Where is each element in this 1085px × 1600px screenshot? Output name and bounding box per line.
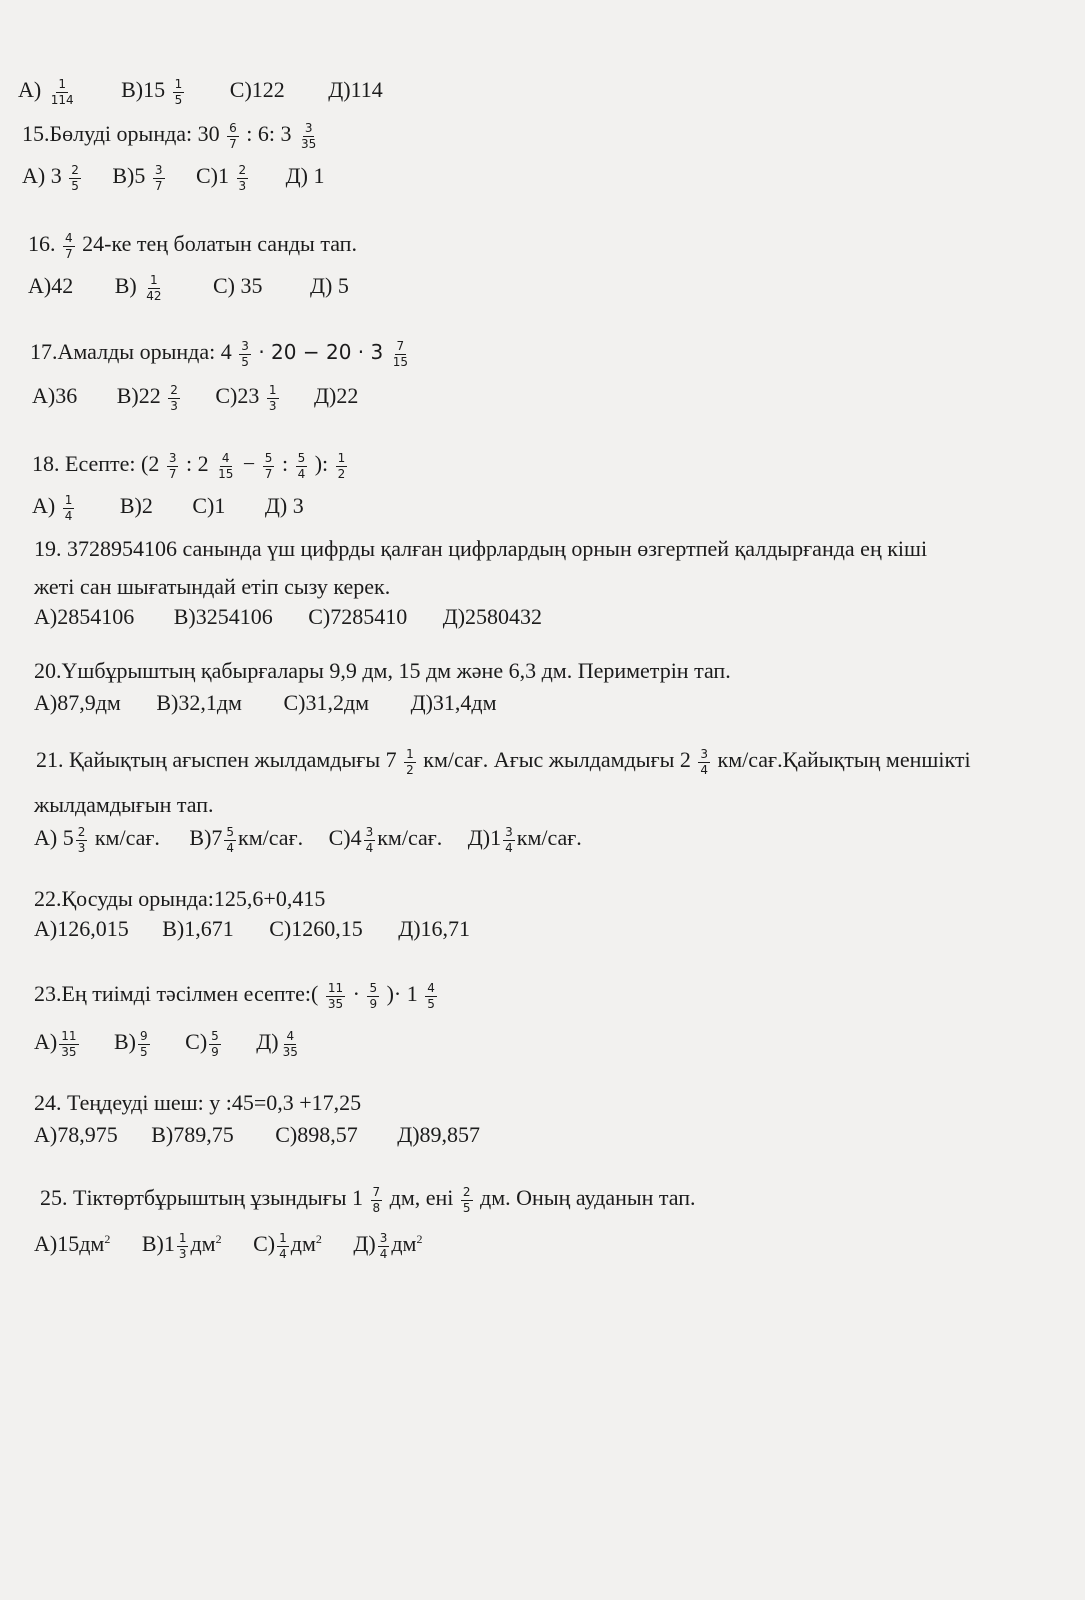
superscript: 2 bbox=[315, 1231, 322, 1246]
denominator: 8 bbox=[372, 1200, 381, 1215]
question-text: 18. Есепте: (2 bbox=[32, 451, 160, 477]
denominator: 5 bbox=[140, 1044, 148, 1059]
option-a: А) bbox=[34, 1029, 58, 1055]
q20-options bbox=[34, 692, 497, 714]
fraction bbox=[326, 982, 345, 1010]
question-text: дм. Оның ауданын тап. bbox=[480, 1185, 696, 1211]
denominator: 5 bbox=[427, 996, 435, 1011]
option-d: Д) bbox=[353, 1231, 376, 1257]
question-text: км/сағ.Қайықтың меншікті bbox=[717, 747, 971, 773]
numerator: 9 bbox=[140, 1029, 148, 1043]
denominator: 3 bbox=[77, 840, 86, 855]
operator: : bbox=[281, 451, 289, 477]
fraction bbox=[138, 1030, 150, 1058]
denominator: 7 bbox=[229, 136, 237, 151]
denominator: 3 bbox=[170, 398, 178, 413]
numerator: 1 bbox=[178, 1231, 187, 1245]
denominator: 4 bbox=[365, 840, 374, 855]
numerator: 2 bbox=[238, 163, 247, 177]
denominator: 15 bbox=[218, 466, 234, 481]
superscript: 2 bbox=[104, 1231, 111, 1246]
denominator: 5 bbox=[174, 92, 183, 107]
option-a: А) 3 bbox=[22, 163, 62, 189]
numerator: 5 bbox=[211, 1029, 219, 1043]
numerator: 1 bbox=[337, 451, 346, 465]
denominator: 5 bbox=[71, 178, 79, 193]
denominator: 7 bbox=[168, 466, 177, 481]
option-a: А)78,975 bbox=[34, 1122, 118, 1147]
fraction bbox=[267, 384, 279, 412]
numerator: 6 bbox=[229, 121, 237, 135]
fraction bbox=[69, 164, 81, 192]
option-d: Д) 5 bbox=[310, 273, 349, 299]
q16-options bbox=[28, 274, 349, 302]
numerator: 3 bbox=[168, 451, 177, 465]
denominator: 35 bbox=[61, 1044, 77, 1059]
fraction bbox=[59, 1030, 78, 1058]
q22-options bbox=[34, 918, 470, 940]
unit: км/сағ. bbox=[238, 825, 304, 851]
q25-options bbox=[34, 1232, 422, 1260]
question-21 bbox=[36, 748, 971, 776]
option-a: А)2854106 bbox=[34, 604, 135, 629]
option-d: Д)89,857 bbox=[397, 1122, 481, 1147]
fraction bbox=[209, 1030, 221, 1058]
fraction bbox=[168, 384, 180, 412]
option-c: С)1 bbox=[196, 163, 229, 189]
option-c: С)7285410 bbox=[308, 604, 408, 629]
fraction bbox=[391, 340, 410, 368]
numerator: 7 bbox=[372, 1185, 381, 1199]
numerator: 3 bbox=[365, 825, 374, 839]
denominator: 4 bbox=[64, 508, 73, 523]
numerator: 4 bbox=[427, 981, 435, 995]
numerator: 2 bbox=[77, 825, 86, 839]
question-15 bbox=[22, 122, 320, 150]
fraction bbox=[239, 340, 251, 368]
numerator: 3 bbox=[505, 825, 513, 839]
option-a: А) bbox=[32, 493, 56, 519]
fraction bbox=[503, 826, 515, 854]
question-text: 24-ке тең болатын санды тап. bbox=[82, 231, 357, 257]
option-c: С)4 bbox=[328, 825, 362, 851]
question-number: 16. bbox=[28, 231, 56, 257]
numerator: 2 bbox=[71, 163, 79, 177]
question-text: 25. Тіктөртбұрыштың ұзындығы 1 bbox=[40, 1185, 363, 1211]
q17-options bbox=[32, 384, 358, 412]
option-d: Д) bbox=[256, 1029, 279, 1055]
question-24: 24. Теңдеуді шеш: у :45=0,3 +17,25 bbox=[34, 1090, 362, 1115]
numerator: 4 bbox=[286, 1029, 295, 1043]
option-c: С)1 bbox=[192, 493, 226, 519]
question-text: 21. Қайықтың ағыспен жылдамдығы 7 bbox=[36, 747, 397, 773]
option-d: Д)1 bbox=[467, 825, 502, 851]
q19-options bbox=[34, 606, 542, 628]
fraction bbox=[167, 452, 179, 480]
option-b: В) bbox=[114, 1029, 136, 1055]
question-21-cont: жылдамдығын тап. bbox=[34, 792, 214, 817]
option-b: В)2 bbox=[119, 493, 153, 519]
denominator: 4 bbox=[700, 762, 709, 777]
numerator: 5 bbox=[264, 451, 273, 465]
q18-options bbox=[32, 494, 304, 522]
question-19-cont: жеті сан шығатындай етіп сызу керек. bbox=[34, 574, 391, 599]
denominator: 2 bbox=[337, 466, 346, 481]
option-c: С) bbox=[185, 1029, 208, 1055]
question-text: 23.Ең тиімді тәсілмен есепте:( bbox=[34, 981, 319, 1007]
numerator: 1 bbox=[64, 493, 73, 507]
denominator: 4 bbox=[505, 840, 513, 855]
unit: км/сағ. bbox=[377, 825, 443, 851]
denominator: 4 bbox=[279, 1246, 287, 1261]
option-a: А)87,9дм bbox=[34, 690, 121, 715]
fraction bbox=[378, 1232, 390, 1260]
option-a: А) bbox=[18, 77, 42, 103]
denominator: 3 bbox=[178, 1246, 187, 1261]
fraction bbox=[263, 452, 275, 480]
fraction bbox=[296, 452, 308, 480]
option-b: В) bbox=[114, 273, 137, 299]
numerator: 1 bbox=[58, 77, 66, 91]
numerator: 3 bbox=[700, 747, 709, 761]
denominator: 3 bbox=[238, 178, 247, 193]
question-23 bbox=[34, 982, 439, 1010]
option-d: Д)2580432 bbox=[442, 604, 543, 629]
question-text: 17.Амалды орында: 4 bbox=[30, 339, 232, 365]
fraction bbox=[404, 748, 416, 776]
numerator: 2 bbox=[170, 383, 178, 397]
fraction bbox=[63, 232, 75, 260]
numerator: 5 bbox=[297, 451, 306, 465]
denominator: 4 bbox=[297, 466, 306, 481]
superscript: 2 bbox=[416, 1231, 423, 1246]
numerator: 1 bbox=[174, 77, 183, 91]
option-c: С)23 bbox=[215, 383, 260, 409]
operator: · bbox=[352, 981, 366, 1007]
numerator: 1 bbox=[268, 383, 277, 397]
fraction bbox=[173, 78, 185, 106]
fraction bbox=[371, 1186, 383, 1214]
option-b: В)3254106 bbox=[173, 604, 273, 629]
denominator: 2 bbox=[406, 762, 414, 777]
numerator: 3 bbox=[241, 339, 249, 353]
fraction bbox=[364, 826, 376, 854]
numerator: 5 bbox=[369, 981, 378, 995]
denominator: 15 bbox=[392, 354, 409, 369]
option-b: В)7 bbox=[189, 825, 223, 851]
question-16 bbox=[28, 232, 357, 260]
question-19: 19. 3728954106 санында үш цифрды қалған цифрлардың орнын өзгертпей қалдырғанда ең кіші bbox=[34, 536, 928, 561]
option-a: А)15дм bbox=[34, 1231, 105, 1257]
question-text: : 6: 3 bbox=[246, 121, 292, 147]
question-text: 15.Бөлуді орында: 30 bbox=[22, 121, 220, 147]
denominator: 35 bbox=[327, 996, 344, 1011]
q24-options bbox=[34, 1124, 480, 1146]
fraction bbox=[49, 78, 76, 106]
fraction bbox=[153, 164, 165, 192]
option-c: С)898,57 bbox=[275, 1122, 358, 1147]
numerator: 3 bbox=[154, 163, 163, 177]
denominator: 5 bbox=[462, 1200, 471, 1215]
numerator: 1 bbox=[150, 273, 158, 287]
fraction bbox=[144, 274, 163, 302]
fraction bbox=[367, 982, 379, 1010]
fraction bbox=[461, 1186, 473, 1214]
fraction bbox=[227, 122, 239, 150]
option-b: В)789,75 bbox=[151, 1122, 234, 1147]
fraction bbox=[76, 826, 88, 854]
option-c: С)1260,15 bbox=[269, 916, 363, 941]
q14-options bbox=[18, 78, 383, 106]
denominator: 7 bbox=[154, 178, 163, 193]
denominator: 9 bbox=[211, 1044, 219, 1059]
denominator: 35 bbox=[301, 136, 317, 151]
fraction bbox=[216, 452, 235, 480]
option-d: Д)16,71 bbox=[398, 916, 471, 941]
denominator: 7 bbox=[65, 246, 73, 261]
option-d: Д) 3 bbox=[264, 493, 304, 519]
fraction bbox=[63, 494, 75, 522]
unit: дм bbox=[391, 1231, 417, 1257]
fraction bbox=[237, 164, 249, 192]
question-text: км/сағ. Ағыс жылдамдығы 2 bbox=[423, 747, 691, 773]
unit: км/сағ. bbox=[89, 825, 160, 851]
fraction bbox=[336, 452, 348, 480]
numerator: 4 bbox=[65, 231, 73, 245]
fraction bbox=[277, 1232, 289, 1260]
question-22: 22.Қосуды орында:125,6+0,415 bbox=[34, 886, 326, 911]
denominator: 42 bbox=[146, 288, 162, 303]
numerator: 7 bbox=[396, 339, 405, 353]
fraction bbox=[425, 982, 437, 1010]
question-20: 20.Үшбұрыштың қабырғалары 9,9 дм, 15 дм және 6,3 дм. Периметрін тап. bbox=[34, 658, 731, 683]
question-17 bbox=[30, 340, 412, 368]
denominator: 4 bbox=[379, 1246, 388, 1261]
denominator: 114 bbox=[50, 92, 74, 107]
operator: )· 1 bbox=[386, 981, 418, 1007]
option-d: Д)22 bbox=[314, 383, 359, 409]
unit: дм bbox=[190, 1231, 216, 1257]
option-b: В)1,671 bbox=[162, 916, 234, 941]
question-text: дм, ені bbox=[389, 1185, 459, 1211]
unit: дм bbox=[290, 1231, 316, 1257]
q23-options bbox=[34, 1030, 302, 1058]
superscript: 2 bbox=[215, 1231, 222, 1246]
option-a: А) 5 bbox=[34, 825, 74, 851]
option-c: С)122 bbox=[229, 77, 285, 103]
operator: − bbox=[242, 451, 261, 477]
denominator: 35 bbox=[282, 1044, 298, 1059]
numerator: 1 bbox=[279, 1231, 287, 1245]
q21-options bbox=[34, 826, 582, 854]
option-a: А)36 bbox=[32, 383, 78, 409]
option-b: В)15 bbox=[121, 77, 166, 103]
numerator: 11 bbox=[327, 981, 344, 995]
option-a: А)126,015 bbox=[34, 916, 129, 941]
numerator: 3 bbox=[304, 121, 313, 135]
fraction bbox=[698, 748, 710, 776]
numerator: 3 bbox=[379, 1231, 388, 1245]
option-b: В)1 bbox=[141, 1231, 175, 1257]
fraction bbox=[177, 1232, 189, 1260]
denominator: 9 bbox=[369, 996, 378, 1011]
option-a: А)42 bbox=[28, 273, 74, 299]
fraction bbox=[281, 1030, 300, 1058]
numerator: 2 bbox=[462, 1185, 471, 1199]
operator: : 2 bbox=[185, 451, 209, 477]
option-d: Д) 1 bbox=[285, 163, 325, 189]
numerator: 1 bbox=[406, 747, 414, 761]
denominator: 7 bbox=[264, 466, 273, 481]
denominator: 5 bbox=[241, 354, 249, 369]
option-d: Д)31,4дм bbox=[410, 690, 497, 715]
question-18 bbox=[32, 452, 349, 480]
question-text: · 20 − 20 · 3 bbox=[258, 340, 384, 365]
q15-options bbox=[22, 164, 324, 192]
denominator: 4 bbox=[226, 840, 235, 855]
question-25 bbox=[40, 1186, 696, 1214]
option-d: Д)114 bbox=[328, 77, 383, 103]
denominator: 3 bbox=[268, 398, 277, 413]
numerator: 4 bbox=[221, 451, 230, 465]
option-c: С) bbox=[253, 1231, 276, 1257]
option-b: В)32,1дм bbox=[156, 690, 242, 715]
unit: км/сағ. bbox=[516, 825, 582, 851]
option-b: В)22 bbox=[116, 383, 161, 409]
numerator: 11 bbox=[61, 1029, 77, 1043]
option-c: С)31,2дм bbox=[283, 690, 370, 715]
numerator: 5 bbox=[226, 825, 235, 839]
fraction bbox=[299, 122, 318, 150]
option-c: С) 35 bbox=[213, 273, 263, 299]
operator: ): bbox=[314, 451, 329, 477]
fraction bbox=[224, 826, 236, 854]
option-b: В)5 bbox=[112, 163, 146, 189]
